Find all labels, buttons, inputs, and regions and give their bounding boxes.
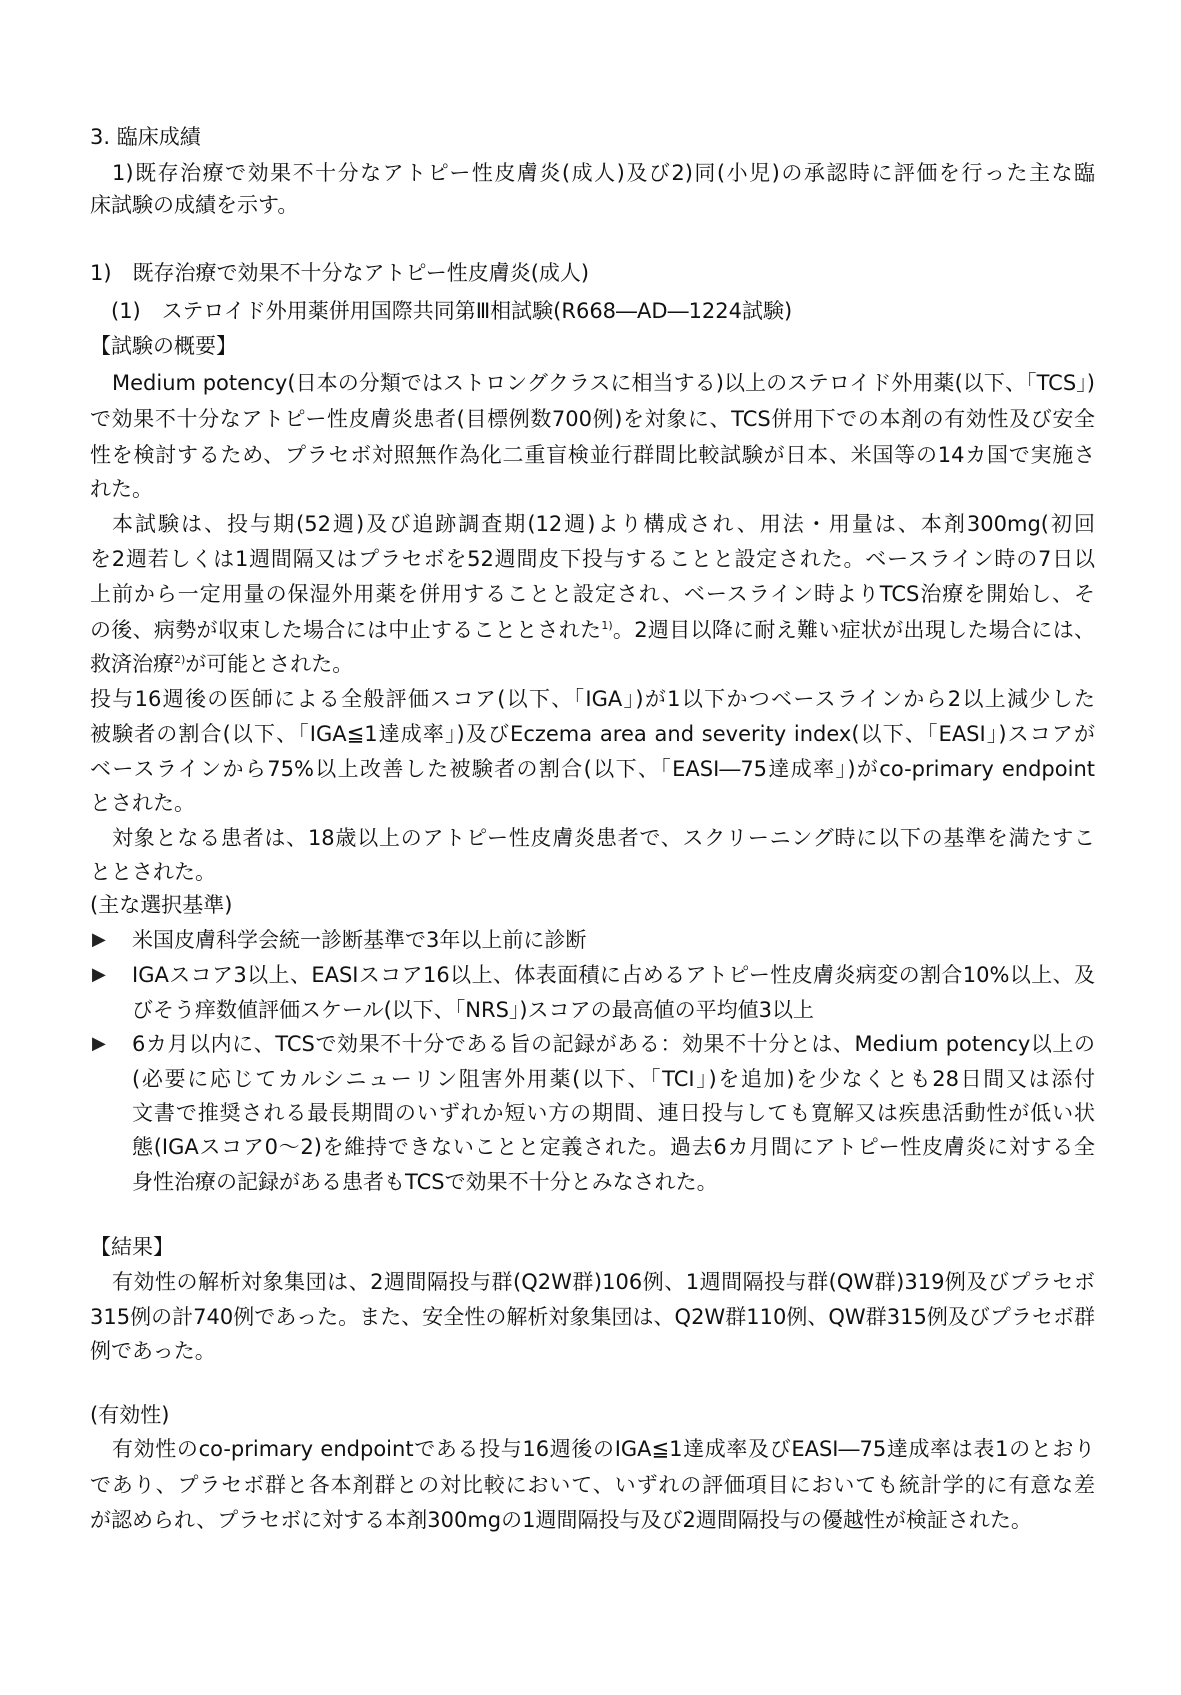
footnote-ref: 2) [174, 653, 186, 666]
bullet-arrow-icon: ▶ [92, 1033, 106, 1054]
line-text: を2週若しくは1週間隔又はプラセボを52週間皮下投与することと設定された。ベースライン時の7日以 [90, 547, 1095, 571]
text-line [90, 546, 1095, 572]
line-text: 有効性の解析対象集団は、2週間隔投与群(Q2W群)106例、1週間隔投与群(QW群)319例及びプラセボ [112, 1270, 1095, 1294]
text-line [90, 298, 1095, 324]
line-text: 例であった。 [90, 1339, 216, 1363]
line-text: (1) ステロイド外用薬併用国際共同第Ⅲ相試験(R668―AD―1224試験) [90, 299, 793, 323]
line-text: 対象となる患者は、18歳以上のアトピー性皮膚炎患者で、スクリーニング時に以下の基準を満たすこ [112, 826, 1095, 850]
text-line [90, 476, 1095, 502]
line-text: ベースラインから75%以上改善した被験者の割合(以下、「EASI―75達成率」)がco-primary endpoint [90, 757, 1095, 781]
text-line [132, 962, 1095, 988]
line-text: 被験者の割合(以下、「IGA≦1達成率」)及びEczema area and severity index(以下、「EASI」)スコアが [90, 722, 1095, 746]
line-text: で効果不十分なアトピー性皮膚炎患者(目標例数700例)を対象に、TCS併用下での本剤の有効性及び安全 [90, 407, 1095, 431]
text-line [132, 1134, 1095, 1160]
line-text: 米国皮膚科学会統一診断基準で3年以上前に診断 [132, 928, 587, 952]
text-line [90, 333, 1095, 359]
line-text: 救済治療 [90, 652, 174, 676]
text-line [90, 406, 1095, 432]
line-text: (必要に応じてカルシニューリン阻害外用薬(以下、「TCI」)を追加)を少なくとも28日間又は添付 [132, 1067, 1095, 1091]
text-line [90, 825, 1095, 851]
text-line [90, 160, 1095, 186]
text-line [90, 859, 1095, 885]
text-line [90, 581, 1095, 607]
text-line [90, 1304, 1095, 1330]
line-text: (有効性) [90, 1403, 170, 1427]
text-line [132, 927, 1095, 953]
line-text: 上前から一定用量の保湿外用薬を併用することと設定され、ベースライン時よりTCS治療を開始し、そ [90, 582, 1095, 606]
text-line [132, 1031, 1095, 1057]
line-text: 6カ月以内に、TCSで効果不十分である旨の記録がある：効果不十分とは、Medium potency以上の [132, 1032, 1095, 1056]
line-text: 。2週目以降に耐え難い症状が出現した場合には、 [612, 618, 1095, 642]
text-line [90, 442, 1095, 468]
text-line [90, 1269, 1095, 1295]
text-line [90, 1472, 1095, 1498]
text-line [90, 756, 1095, 782]
line-text: 【結果】 [90, 1235, 174, 1259]
line-text: 床試験の成績を示す。 [90, 193, 299, 217]
line-text: 1) 既存治療で効果不十分なアトピー性皮膚炎(成人) [90, 261, 590, 285]
line-text: IGAスコア3以上、EASIスコア16以上、体表面積に占めるアトピー性皮膚炎病変の割合10%以上、及 [132, 963, 1095, 987]
bullet-arrow-icon: ▶ [92, 964, 106, 985]
bullet-arrow-icon: ▶ [92, 929, 106, 950]
text-line [132, 997, 1095, 1023]
text-line [90, 721, 1095, 747]
line-text: 態(IGAスコア0～2)を維持できないことと定義された。過去6カ月間にアトピー性皮膚炎に対する全 [132, 1135, 1095, 1159]
line-text: 【試験の概要】 [90, 334, 237, 358]
text-line [90, 511, 1095, 537]
text-line [90, 192, 1095, 218]
text-line [132, 1169, 1095, 1195]
text-line [90, 892, 1095, 918]
footnote-ref: 1) [601, 619, 613, 632]
line-text: 文書で推奨される最長期間のいずれか短い方の期間、連日投与しても寛解又は疾患活動性が低い状 [132, 1101, 1095, 1125]
text-line [90, 651, 1095, 677]
line-text: Medium potency(日本の分類ではストロングクラスに相当する)以上のステロイド外用薬(以下、「TCS」) [112, 371, 1095, 395]
line-text: (主な選択基準) [90, 893, 233, 917]
text-line [90, 370, 1095, 396]
line-text: 身性治療の記録がある患者もTCSで効果不十分とみなされた。 [132, 1170, 718, 1194]
text-line [90, 790, 1095, 816]
line-text: ととされた。 [90, 860, 216, 884]
line-text: 有効性のco-primary endpointである投与16週後のIGA≦1達成率及びEASI―75達成率は表1のとおり [112, 1437, 1095, 1461]
line-text: であり、プラセボ群と各本剤群との対比較において、いずれの評価項目においても統計学的に有意な差 [90, 1473, 1095, 1497]
text-line [90, 1402, 1095, 1428]
line-text: とされた。 [90, 791, 195, 815]
line-text: が認められ、プラセボに対する本剤300mgの1週間隔投与及び2週間隔投与の優越性が検証された。 [90, 1508, 1032, 1532]
line-text: 投与16週後の医師による全般評価スコア(以下、「IGA」)が1以下かつベースラインから2以上減少した [90, 687, 1095, 711]
line-text: の後、病勢が収束した場合には中止することとされた [90, 618, 602, 642]
text-line [90, 617, 1095, 643]
text-line [90, 1338, 1095, 1364]
text-line [132, 1066, 1095, 1092]
text-line [90, 260, 1095, 286]
text-line [90, 1436, 1095, 1462]
line-text: 性を検討するため、プラセボ対照無作為化二重盲検並行群間比較試験が日本、米国等の14カ国で実施さ [90, 443, 1095, 467]
text-line [90, 1234, 1095, 1260]
line-text: が可能とされた。 [185, 652, 354, 676]
line-text: れた。 [90, 477, 153, 501]
text-line [90, 124, 1095, 150]
line-text: 本試験は、投与期(52週)及び追跡調査期(12週)より構成され、用法・用量は、本剤300mg(初回 [112, 512, 1095, 536]
text-line [132, 1100, 1095, 1126]
text-line [90, 686, 1095, 712]
line-text: びそう痒数値評価スケール(以下、「NRS」)スコアの最高値の平均値3以上 [132, 998, 814, 1022]
line-text: 1)既存治療で効果不十分なアトピー性皮膚炎(成人)及び2)同(小児)の承認時に評価を行った主な臨 [112, 161, 1095, 185]
line-text: 3. 臨床成績 [90, 125, 201, 149]
line-text: 315例の計740例であった。また、安全性の解析対象集団は、Q2W群110例、QW群315例及びプラセボ群 [90, 1305, 1095, 1329]
text-line [90, 1507, 1095, 1533]
